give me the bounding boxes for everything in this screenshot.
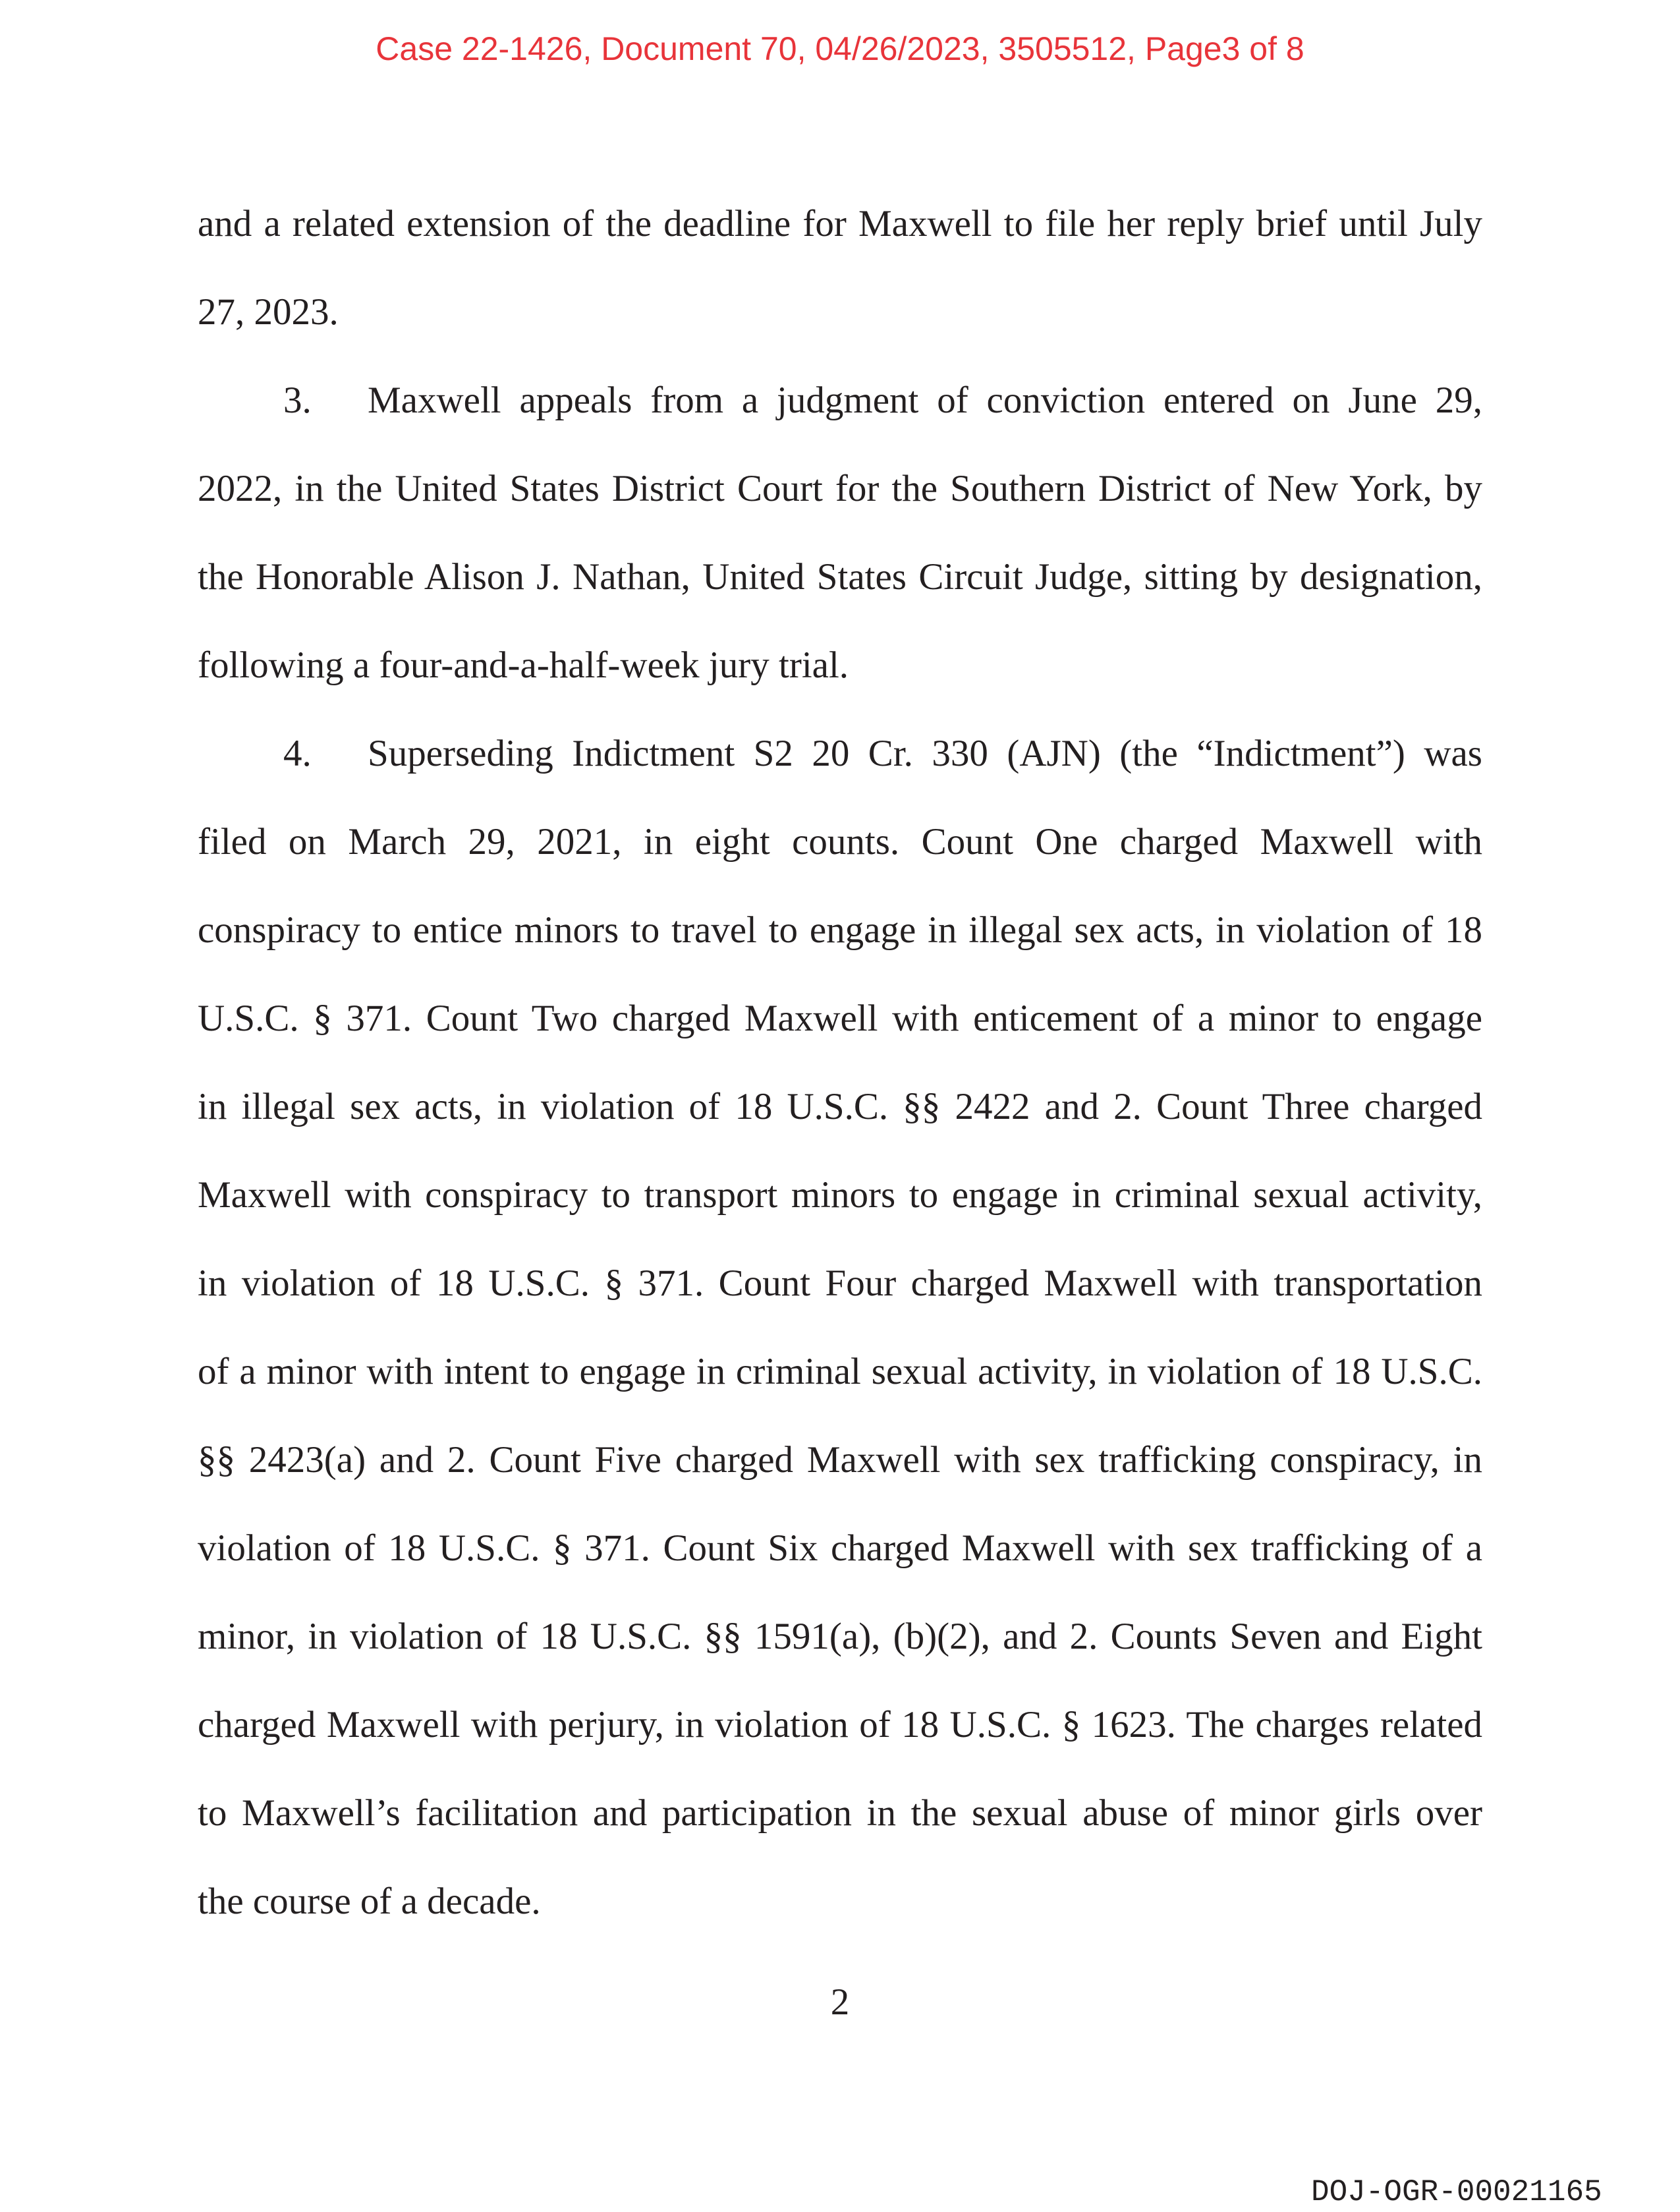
paragraph-number: 4. xyxy=(283,733,312,774)
paragraph-3-first-line xyxy=(198,378,1482,424)
body-line: minor, in violation of 18 U.S.C. §§ 1591(a), (b)(2), and 2. Counts Seven and Eight xyxy=(198,1616,1482,1657)
body-line: of a minor with intent to engage in criminal sexual activity, in violation of 18 U.S.C. xyxy=(198,1351,1482,1392)
body-line: Superseding Indictment S2 20 Cr. 330 (AJN) (the “Indictment”) was xyxy=(368,733,1482,774)
body-line: U.S.C. § 371. Count Two charged Maxwell with enticement of a minor to engage xyxy=(198,998,1482,1039)
body-line: Maxwell with conspiracy to transport minors to engage in criminal sexual activity, xyxy=(198,1174,1482,1216)
bates-stamp: DOJ-OGR-00021165 xyxy=(1311,2175,1602,2209)
body-line: §§ 2423(a) and 2. Count Five charged Maxwell with sex trafficking conspiracy, in xyxy=(198,1439,1482,1481)
body-line: following a four-and-a-half-week jury trial. xyxy=(198,644,849,686)
body-line: 2022, in the United States District Court for the Southern District of New York, by xyxy=(198,468,1482,509)
body-line: charged Maxwell with perjury, in violation of 18 U.S.C. § 1623. The charges related xyxy=(198,1704,1482,1745)
body-line: in violation of 18 U.S.C. § 371. Count Four charged Maxwell with transportation xyxy=(198,1262,1482,1304)
body-line: Maxwell appeals from a judgment of conviction entered on June 29, xyxy=(368,380,1482,421)
body-line: in illegal sex acts, in violation of 18 U.S.C. §§ 2422 and 2. Count Three charged xyxy=(198,1086,1482,1127)
body-line: filed on March 29, 2021, in eight counts. Count One charged Maxwell with xyxy=(198,821,1482,863)
body-line: the course of a decade. xyxy=(198,1881,541,1922)
body-line: the Honorable Alison J. Nathan, United States Circuit Judge, sitting by designation, xyxy=(198,556,1482,598)
body-line: conspiracy to entice minors to travel to engage in illegal sex acts, in violation of 18 xyxy=(198,909,1482,951)
body-line: violation of 18 U.S.C. § 371. Count Six charged Maxwell with sex trafficking of a xyxy=(198,1527,1482,1569)
body-line: 27, 2023. xyxy=(198,291,339,333)
body-line: and a related extension of the deadline for Maxwell to file her reply brief until July xyxy=(198,203,1482,244)
paragraph-4-first-line xyxy=(198,731,1482,777)
page-number: 2 xyxy=(830,1981,850,2023)
body-line: to Maxwell’s facilitation and participation in the sexual abuse of minor girls over xyxy=(198,1792,1482,1834)
case-filing-stamp: Case 22-1426, Document 70, 04/26/2023, 3505512, Page3 of 8 xyxy=(376,30,1304,67)
paragraph-number: 3. xyxy=(283,380,312,421)
